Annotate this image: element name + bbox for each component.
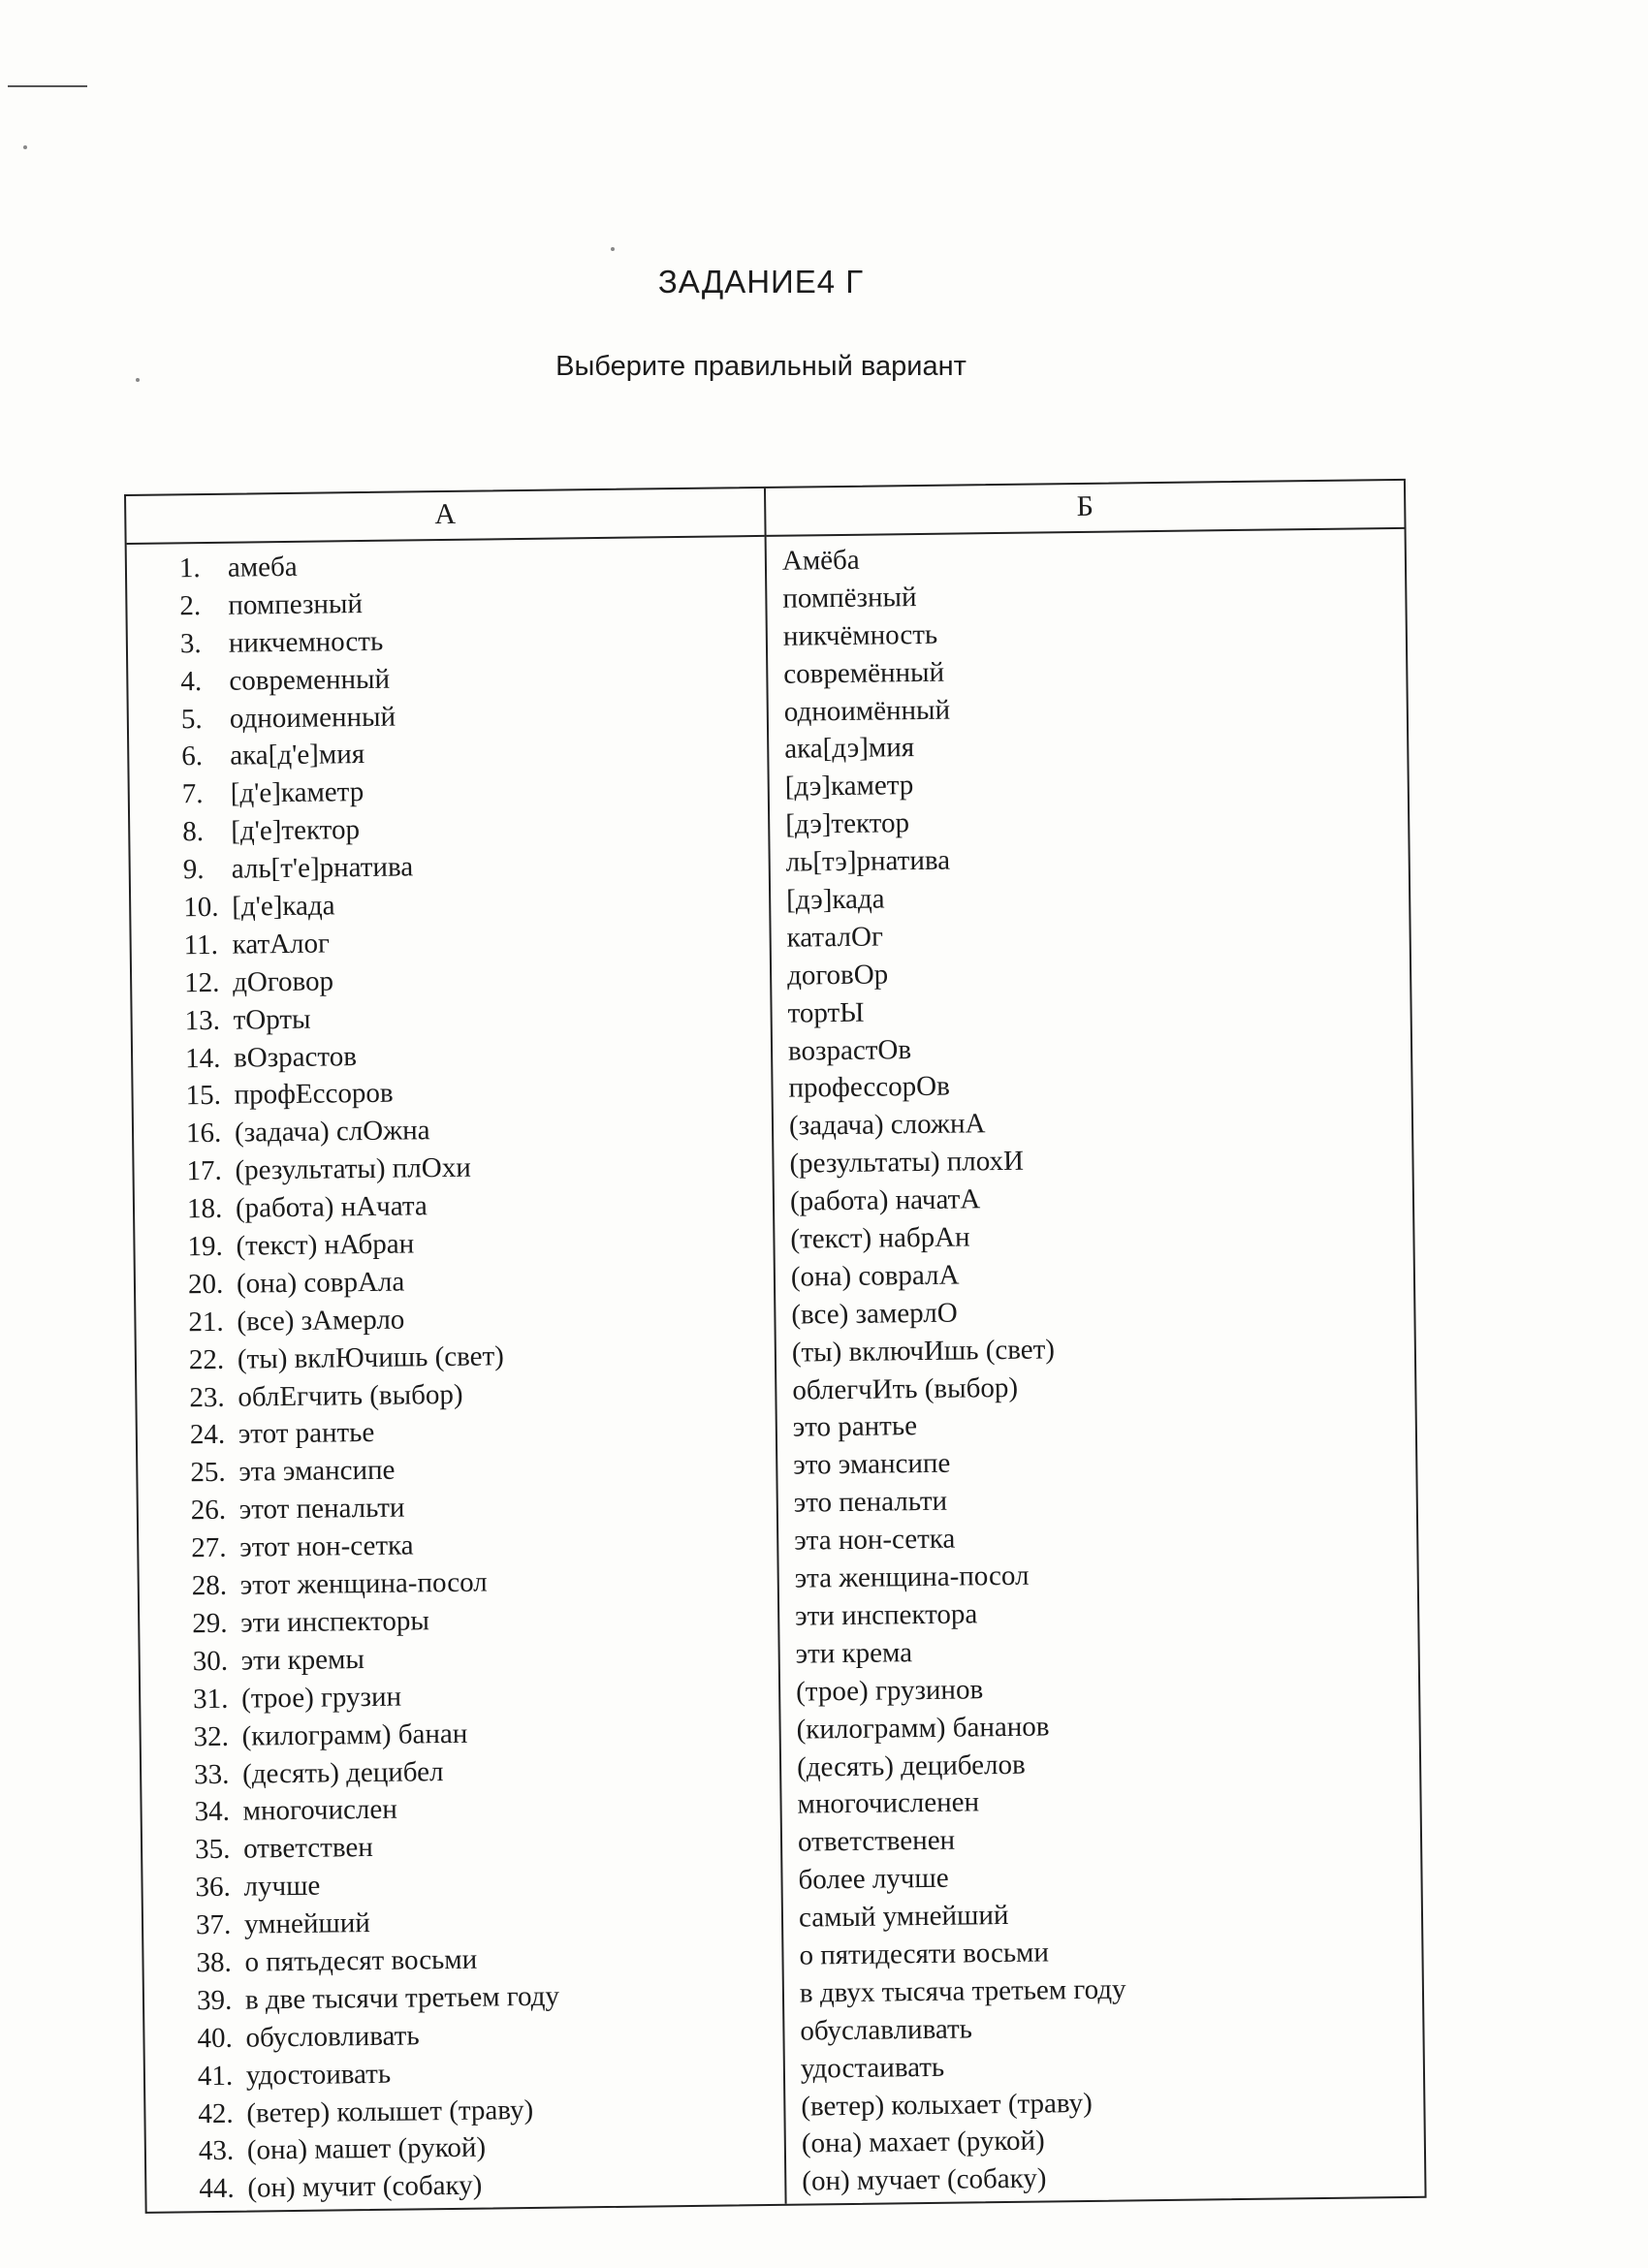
variant-a: этот женщина-посол [239, 1566, 488, 1601]
row-number: 14. [184, 1042, 221, 1074]
variant-a: (текст) нАбран [236, 1228, 415, 1262]
variant-a: (она) соврАла [236, 1266, 405, 1300]
variant-b: (она) махает (рукой) [801, 2125, 1045, 2159]
row-number: 27. [191, 1531, 227, 1564]
variant-b: [дэ]каметр [784, 770, 914, 803]
row-number: 10. [183, 891, 219, 924]
row-number: 33. [193, 1758, 230, 1790]
variant-a: многочислен [242, 1794, 397, 1827]
variant-a: удостоивать [245, 2058, 392, 2092]
row-number: 34. [194, 1796, 231, 1828]
row-number: 29. [192, 1607, 228, 1640]
row-number: 12. [183, 966, 220, 999]
row-number: 19. [187, 1230, 223, 1263]
variant-a: в две тысячи третьем году [244, 1980, 560, 2016]
row-number: 7. [181, 778, 204, 810]
variant-a: умнейший [243, 1907, 370, 1940]
row-number: 5. [180, 703, 203, 735]
variant-b: [дэ]када [785, 883, 885, 916]
column-a [179, 543, 781, 2208]
row-number: 38. [196, 1946, 232, 1979]
variant-b: (килограмм) бананов [796, 1711, 1050, 1746]
variant-a: аль[т'е]рнатива [231, 851, 414, 885]
variant-a: лучше [243, 1870, 321, 1903]
scan-speck [611, 247, 615, 251]
row-number: 36. [195, 1871, 232, 1904]
variant-b: (текст) набрАн [790, 1221, 970, 1255]
answer-table [124, 479, 1427, 2214]
variant-b: никчёмность [782, 618, 938, 652]
variant-b: (работа) начатА [789, 1183, 981, 1217]
table-row-a [199, 2163, 780, 2208]
column-b [782, 535, 1423, 2201]
variant-a: (килограмм) банан [241, 1717, 468, 1752]
variant-b: это эмансипе [793, 1448, 951, 1482]
variant-b: эта нон-сетка [794, 1523, 956, 1557]
variant-b: (результаты) плохИ [789, 1145, 1025, 1180]
variant-b: (она) совралА [790, 1259, 960, 1293]
variant-b: эти крема [795, 1636, 913, 1670]
variant-a: (трое) грузин [240, 1681, 402, 1715]
variant-b: ль[тэ]рнатива [785, 844, 951, 878]
variant-a: [д'е]када [232, 890, 335, 923]
variant-a: [д'е]тектор [231, 814, 361, 847]
variant-b: облегчИть (выбор) [792, 1371, 1019, 1406]
variant-a: (задача) слОжна [234, 1115, 430, 1150]
row-number: 24. [189, 1419, 226, 1451]
row-number: 44. [199, 2173, 235, 2205]
variant-a: обусловливать [245, 2020, 420, 2054]
row-number: 8. [182, 816, 205, 848]
variant-b: помпёзный [782, 581, 917, 614]
page-title: ЗАДАНИЕ4 Г [657, 264, 865, 299]
variant-b: Амёба [781, 544, 860, 577]
variant-a: катАлог [232, 928, 331, 961]
row-number: 3. [179, 627, 202, 660]
variant-b: самый умнейший [798, 1900, 1009, 1934]
variant-b: о пятидесяти восьми [799, 1937, 1050, 1971]
row-number: 4. [180, 665, 203, 697]
variant-a: эта эмансипе [238, 1455, 396, 1489]
variant-b: (он) мучает (собаку) [802, 2162, 1047, 2197]
row-number: 9. [182, 854, 205, 886]
variant-a: (он) мучит (собаку) [247, 2169, 483, 2204]
row-number: 42. [198, 2097, 234, 2129]
row-number: 43. [198, 2135, 235, 2167]
variant-a: профЕссоров [234, 1078, 394, 1112]
variant-b: тортЫ [787, 996, 865, 1029]
row-number: 32. [193, 1720, 230, 1752]
variant-b: каталОг [786, 921, 884, 954]
variant-b: (все) замерлО [791, 1297, 958, 1331]
variant-a: этот нон-сетка [239, 1529, 414, 1563]
variant-a: (десять) децибел [241, 1755, 444, 1790]
variant-b: ака[дэ]мия [784, 732, 915, 766]
row-number: 21. [188, 1306, 224, 1339]
variant-b: более лучше [798, 1862, 949, 1896]
variant-a: (ты) вклЮчишь (свет) [237, 1339, 505, 1375]
variant-b: в двух тысяча третьем году [799, 1973, 1126, 2009]
variant-b: многочисленен [797, 1786, 980, 1821]
variant-a: (результаты) плОхи [235, 1151, 471, 1186]
scan-speck [23, 145, 27, 149]
variant-a: этот рантье [238, 1417, 375, 1451]
row-number: 15. [185, 1080, 222, 1112]
variant-a: эти инспекторы [240, 1605, 430, 1639]
row-number: 37. [195, 1908, 232, 1941]
variant-a: никчемность [228, 625, 384, 659]
variant-b: (трое) грузинов [795, 1673, 984, 1708]
row-number: 26. [190, 1495, 227, 1527]
row-number: 31. [192, 1683, 229, 1715]
row-number: 17. [186, 1155, 222, 1187]
column-header-a: А [126, 488, 765, 545]
variant-a: вОзрастов [233, 1040, 358, 1074]
row-number: 18. [186, 1192, 223, 1225]
variant-b: профессорОв [788, 1071, 951, 1105]
variant-a: (работа) нАчата [235, 1190, 428, 1224]
variant-b: возрастОв [787, 1033, 912, 1067]
row-number: 2. [179, 589, 202, 622]
row-number: 1. [178, 552, 201, 584]
variant-a: ака[д'е]мия [230, 739, 365, 772]
variant-a: (все) зАмерло [237, 1304, 405, 1338]
variant-b: это рантье [792, 1410, 918, 1444]
variant-b: [дэ]тектор [785, 807, 910, 840]
variant-b: удостаивать [800, 2051, 945, 2085]
row-number: 30. [192, 1645, 229, 1678]
variant-b: эта женщина-посол [794, 1559, 1030, 1594]
row-number: 41. [197, 2060, 234, 2092]
scan-mark [8, 85, 87, 87]
variant-b: (десять) децибелов [796, 1748, 1026, 1783]
variant-a: (она) машет (рукой) [246, 2131, 487, 2166]
variant-b: одноимённый [783, 694, 951, 728]
variant-b: эти инспектора [794, 1598, 978, 1632]
variant-a: эти кремы [240, 1643, 365, 1677]
variant-a: облЕгчить (выбор) [238, 1378, 463, 1413]
column-header-b: Б [766, 481, 1405, 537]
row-number: 20. [187, 1268, 224, 1301]
variant-a: современный [229, 663, 391, 697]
variant-a: дОговор [232, 965, 334, 998]
variant-a: одноименный [229, 701, 396, 735]
variant-a: (ветер) колышет (траву) [246, 2094, 534, 2129]
variant-b: это пенальти [793, 1485, 948, 1519]
variant-b: (ты) включИшь (свет) [791, 1334, 1056, 1369]
variant-a: амеба [227, 551, 298, 583]
row-number: 13. [184, 1004, 221, 1036]
row-number: 6. [181, 740, 204, 772]
row-number: 28. [191, 1569, 228, 1602]
variant-b: ответственен [797, 1824, 956, 1858]
variant-b: договОр [786, 959, 889, 992]
variant-b: обуславливать [800, 2013, 973, 2047]
row-number: 23. [189, 1381, 225, 1413]
row-number: 11. [183, 929, 219, 961]
variant-b: (ветер) колыхает (траву) [801, 2087, 1093, 2123]
variant-b: совремённый [783, 656, 945, 690]
variant-a: о пятьдесят восьми [244, 1943, 478, 1978]
row-number: 25. [190, 1457, 226, 1489]
variant-a: ответствен [242, 1832, 373, 1865]
row-number: 22. [188, 1343, 225, 1375]
row-number: 40. [197, 2022, 233, 2054]
variant-a: этот пенальти [238, 1492, 405, 1526]
variant-a: помпезный [228, 587, 364, 621]
variant-a: [д'е]каметр [230, 776, 364, 810]
row-number: 39. [196, 1984, 233, 2017]
page-subtitle: Выберите правильный вариант [555, 351, 967, 382]
variant-a: тОрты [233, 1003, 311, 1036]
row-number: 35. [194, 1834, 231, 1866]
variant-b: (задача) сложнА [788, 1108, 986, 1143]
row-number: 16. [185, 1118, 222, 1150]
